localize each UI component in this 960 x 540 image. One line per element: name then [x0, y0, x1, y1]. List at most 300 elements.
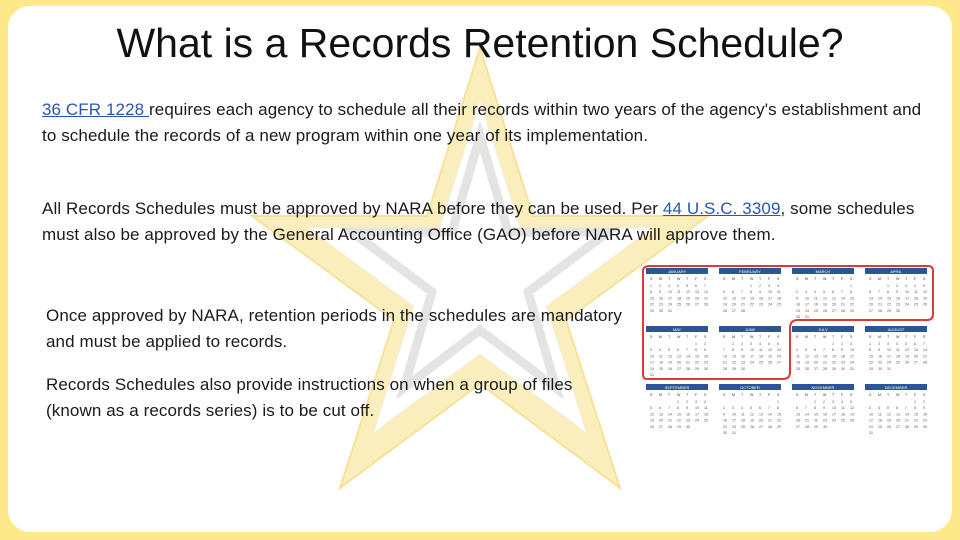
- calendar-day: 16: [923, 412, 927, 417]
- calendar-day: 2: [823, 400, 825, 404]
- calendar-day: 9: [923, 406, 925, 411]
- calendar-month-label: AUGUST: [887, 327, 905, 332]
- calendar-day: 3: [887, 342, 889, 346]
- calendar-weekday: T: [887, 393, 890, 397]
- calendar-month-label: APRIL: [890, 269, 902, 274]
- calendar-weekday: T: [832, 335, 835, 339]
- calendar-day: 12: [750, 412, 754, 417]
- calendar-day: 28: [668, 424, 672, 429]
- calendar-day: 21: [768, 418, 772, 423]
- calendar-day: 5: [823, 290, 825, 295]
- calendar-month: [719, 268, 781, 313]
- calendar-day: 16: [686, 412, 690, 417]
- calendar-day: 21: [878, 302, 882, 307]
- calendar-day: 31: [668, 308, 672, 313]
- calendar-weekday: W: [677, 393, 681, 397]
- calendar-day: 14: [905, 412, 909, 417]
- calendar-day: 27: [814, 366, 818, 371]
- calendar-day: 10: [905, 290, 909, 295]
- calendar-day: 6: [759, 406, 761, 411]
- calendar-day: 22: [887, 302, 891, 307]
- calendar-day: 26: [823, 308, 827, 313]
- calendar-day: 23: [923, 418, 927, 423]
- calendar-day: 19: [723, 302, 727, 307]
- calendar-weekday: S: [650, 277, 653, 281]
- calendar-day: 31: [805, 315, 809, 319]
- calendar-weekday: M: [732, 393, 735, 397]
- paragraph-cutoff: Records Schedules also provide instructions on when a group of files (known as a records series) is to be cut off.: [46, 375, 573, 420]
- paragraph-mandatory: Once approved by NARA, retention periods in the schedules are mandatory and must be applied to records.: [46, 306, 622, 351]
- slide-title: What is a Records Retention Schedule?: [116, 20, 844, 66]
- calendar-weekday: W: [823, 277, 827, 281]
- calendar-weekday: W: [750, 393, 754, 397]
- calendar-day: 21: [905, 418, 909, 423]
- calendar-day: 24: [668, 302, 672, 307]
- calendar-month-label: DECEMBER: [884, 385, 908, 390]
- calendar-day: 4: [777, 284, 779, 288]
- calendar-day: 12: [768, 348, 772, 353]
- calendar-weekday: T: [686, 335, 689, 339]
- calendar-day: 16: [896, 296, 900, 301]
- calendar-day: 30: [686, 424, 690, 429]
- calendar-day: 20: [869, 302, 873, 307]
- calendar-day: 24: [695, 418, 699, 423]
- calendar-day: 17: [805, 302, 809, 307]
- calendar-day: 5: [723, 290, 725, 295]
- calendar-day: 15: [887, 296, 891, 301]
- calendar-day: 22: [750, 302, 754, 307]
- calendar-day: 5: [887, 406, 889, 411]
- calendar-day: 15: [650, 296, 654, 301]
- calendar-weekday: S: [923, 335, 926, 339]
- calendar-day: 29: [850, 308, 854, 313]
- calendar-month: [792, 268, 854, 319]
- calendar-day: 22: [695, 360, 699, 365]
- calendar-day: 28: [768, 424, 772, 429]
- calendar-day: 2: [878, 342, 880, 346]
- calendar-weekday: F: [768, 335, 771, 339]
- calendar-day: 6: [869, 290, 871, 295]
- calendar-weekday: F: [841, 335, 844, 339]
- calendar-day: 10: [668, 290, 672, 295]
- calendar-day: 14: [686, 354, 690, 359]
- calendar-day: 10: [850, 348, 854, 353]
- calendar-day: 7: [741, 290, 743, 295]
- calendar-day: 18: [704, 412, 708, 417]
- calendar-day: 17: [732, 418, 736, 423]
- calendar-day: 10: [768, 290, 772, 295]
- calendar-day: 10: [805, 296, 809, 301]
- calendar-day: 24: [850, 360, 854, 365]
- calendar-weekday: T: [759, 277, 762, 281]
- calendar-weekday: T: [759, 335, 762, 339]
- calendar-day: 25: [741, 424, 745, 429]
- calendar-day: 30: [796, 315, 800, 319]
- calendar-image: [640, 262, 934, 438]
- calendar-day: 9: [704, 348, 706, 353]
- calendar-weekday: W: [677, 335, 681, 339]
- calendar-day: 30: [823, 424, 827, 429]
- calendar-day: 14: [805, 412, 809, 417]
- calendar-day: 19: [650, 418, 654, 423]
- calendar-day: 15: [814, 412, 818, 417]
- calendar-day: 12: [850, 406, 854, 411]
- calendar-day: 24: [732, 424, 736, 429]
- calendar-day: 3: [732, 406, 734, 411]
- calendar-day: 22: [869, 360, 873, 365]
- calendar-day: 17: [768, 296, 772, 301]
- calendar-day: 13: [896, 412, 900, 417]
- calendar-day: 23: [723, 424, 727, 429]
- calendar-day: 21: [668, 418, 672, 423]
- calendar-day: 23: [659, 302, 663, 307]
- calendar-weekday: T: [887, 277, 890, 281]
- calendar-day: 19: [850, 412, 854, 417]
- calendar-day: 15: [750, 296, 754, 301]
- calendar-day: 30: [896, 308, 900, 313]
- calendar-day: 3: [850, 342, 852, 346]
- calendar-day: 11: [777, 290, 781, 295]
- calendar-day: 2: [704, 342, 706, 346]
- calendar-day: 13: [914, 348, 918, 353]
- calendar-day: 5: [805, 348, 807, 353]
- calendar-weekday: W: [677, 277, 681, 281]
- calendar-day: 11: [878, 412, 882, 417]
- calendar-day: 29: [695, 366, 699, 371]
- calendar-day: 22: [677, 418, 681, 423]
- calendar-day: 17: [850, 354, 854, 359]
- calendar-day: 25: [896, 360, 900, 365]
- calendar-day: 7: [768, 406, 770, 411]
- calendar-day: 23: [686, 418, 690, 423]
- calendar-day: 23: [759, 302, 763, 307]
- calendar-day: 6: [914, 342, 916, 346]
- calendar-weekday: T: [668, 335, 671, 339]
- calendar-day: 6: [814, 348, 816, 353]
- calendar-day: 23: [741, 360, 745, 365]
- calendar-day: 20: [677, 360, 681, 365]
- calendar-day: 18: [777, 296, 781, 301]
- calendar-weekday: F: [914, 277, 917, 281]
- calendar-weekday: T: [905, 393, 908, 397]
- calendar-day: 30: [704, 366, 708, 371]
- calendar-day: 25: [659, 366, 663, 371]
- calendar-day: 23: [823, 418, 827, 423]
- calendar-day: 13: [777, 348, 781, 353]
- calendar-day: 21: [723, 360, 727, 365]
- usc-link[interactable]: 44 U.S.C. 3309: [662, 199, 781, 218]
- calendar-weekday: M: [659, 277, 662, 281]
- calendar-day: 14: [841, 296, 845, 301]
- calendar-month-label: JUNE: [744, 327, 756, 332]
- calendar-day: 7: [905, 406, 907, 411]
- calendar-day: 6: [777, 342, 779, 346]
- calendar-day: 28: [741, 308, 745, 313]
- calendar-day: 23: [796, 308, 800, 313]
- calendar-weekday: M: [805, 335, 808, 339]
- calendar-month: [792, 326, 854, 371]
- calendar-day: 11: [704, 406, 708, 411]
- calendar-day: 26: [850, 418, 854, 423]
- calendar-weekday: S: [869, 277, 872, 281]
- calendar-day: 17: [695, 412, 699, 417]
- calendar-day: 25: [814, 308, 818, 313]
- calendar-weekday: T: [741, 393, 744, 397]
- calendar-month-label: NOVEMBER: [811, 385, 835, 390]
- calendar-day: 3: [905, 284, 907, 288]
- calendar-month-label: MAY: [672, 327, 682, 332]
- calendar-day: 22: [814, 418, 818, 423]
- calendar-day: 2: [796, 290, 798, 295]
- calendar-day: 3: [750, 342, 752, 346]
- calendar-day: 10: [887, 348, 891, 353]
- calendar-day: 4: [704, 400, 706, 404]
- calendar-day: 11: [659, 354, 663, 359]
- calendar-weekday: S: [723, 335, 726, 339]
- calendar-day: 18: [841, 412, 845, 417]
- calendar-month: [646, 268, 708, 313]
- calendar-day: 16: [823, 412, 827, 417]
- calendar-day: 28: [878, 308, 882, 313]
- calendar-day: 6: [832, 290, 834, 295]
- calendar-day: 30: [841, 366, 845, 371]
- calendar-day: 27: [732, 308, 736, 313]
- calendar-day: 9: [796, 296, 798, 301]
- calendar-day: 28: [805, 424, 809, 429]
- calendar-day: 11: [814, 296, 818, 301]
- calendar-day: 11: [759, 348, 763, 353]
- calendar-day: 30: [741, 366, 745, 371]
- calendar-day: 25: [796, 366, 800, 371]
- calendar-month: [865, 326, 927, 371]
- calendar-day: 29: [814, 424, 818, 429]
- calendar-month-label: JULY: [818, 327, 828, 332]
- calendar-day: 25: [841, 418, 845, 423]
- calendar-day: 24: [650, 366, 654, 371]
- calendar-weekday: T: [668, 393, 671, 397]
- paragraph-approval-post: , some schedules must also be approved by the General Accounting Office (GAO) before NARA will approve them.: [42, 199, 915, 244]
- paragraph-cfr: [42, 97, 922, 149]
- calendar-day: 5: [750, 406, 752, 411]
- calendar-weekday: T: [814, 393, 817, 397]
- calendar-weekday: S: [650, 335, 653, 339]
- calendar-day: 13: [659, 412, 663, 417]
- calendar-day: 1: [850, 284, 852, 288]
- calendar-day: 12: [887, 412, 891, 417]
- calendar-day: 30: [878, 366, 882, 371]
- calendar-day: 28: [686, 366, 690, 371]
- calendar-day: 15: [677, 412, 681, 417]
- calendar-weekday: W: [896, 277, 900, 281]
- calendar-day: 4: [896, 342, 898, 346]
- calendar-day: 6: [732, 290, 734, 295]
- calendar-month: [792, 384, 854, 429]
- calendar-day: 15: [777, 412, 781, 417]
- calendar-day: 3: [668, 284, 670, 288]
- calendar-day: 21: [686, 360, 690, 365]
- calendar-day: 1: [832, 342, 834, 346]
- calendar-day: 24: [887, 360, 891, 365]
- calendar-day: 28: [704, 302, 708, 307]
- calendar-weekday: M: [732, 335, 735, 339]
- calendar-day: 30: [923, 424, 927, 429]
- calendar-weekday: T: [832, 277, 835, 281]
- calendar-day: 17: [905, 296, 909, 301]
- paragraph-approval-pre: All Records Schedules must be approved by NARA before they can be used. Per: [42, 199, 663, 218]
- calendar-day: 15: [832, 354, 836, 359]
- calendar-day: 29: [777, 424, 781, 429]
- calendar-day: 14: [668, 412, 672, 417]
- calendar-day: 8: [914, 406, 916, 411]
- calendar-day: 9: [741, 348, 743, 353]
- calendar-day: 20: [777, 354, 781, 359]
- calendar-weekday: F: [695, 335, 698, 339]
- calendar-day: 10: [869, 412, 873, 417]
- calendar-day: 25: [914, 302, 918, 307]
- calendar-day: 12: [686, 290, 690, 295]
- calendar-day: 7: [686, 348, 688, 353]
- calendar-day: 2: [923, 400, 925, 404]
- calendar-day: 12: [805, 354, 809, 359]
- calendar-weekday: S: [777, 335, 780, 339]
- calendar-day: 8: [732, 348, 734, 353]
- calendar-day: 9: [823, 406, 825, 411]
- calendar-weekday: W: [750, 335, 754, 339]
- calendar-day: 29: [869, 366, 873, 371]
- calendar-weekday: S: [796, 335, 799, 339]
- calendar-weekday: T: [905, 335, 908, 339]
- calendar-day: 11: [841, 406, 845, 411]
- calendar-day: 16: [841, 354, 845, 359]
- calendar-day: 8: [887, 290, 889, 295]
- calendar-day: 18: [878, 418, 882, 423]
- calendar-weekday: M: [732, 277, 735, 281]
- calendar-day: 12: [923, 290, 927, 295]
- calendar-day: 18: [659, 360, 663, 365]
- calendar-day: 21: [841, 302, 845, 307]
- calendar-month-label: JANUARY: [667, 269, 687, 274]
- calendar-day: 29: [650, 308, 654, 313]
- calendar-weekday: S: [704, 393, 707, 397]
- calendar-day: 11: [741, 412, 745, 417]
- calendar-day: 27: [777, 360, 781, 365]
- calendar-day: 25: [777, 302, 781, 307]
- calendar-day: 13: [869, 296, 873, 301]
- cfr-link[interactable]: 36 CFR 1228: [42, 100, 150, 119]
- calendar-weekday: M: [659, 335, 662, 339]
- calendar-day: 19: [768, 354, 772, 359]
- calendar-day: 23: [704, 360, 708, 365]
- calendar-day: 5: [668, 348, 670, 353]
- calendar-day: 12: [668, 354, 672, 359]
- calendar-day: 22: [777, 418, 781, 423]
- calendar-day: 21: [923, 354, 927, 359]
- calendar-day: 19: [905, 354, 909, 359]
- calendar-weekday: S: [923, 277, 926, 281]
- calendar-day: 17: [887, 354, 891, 359]
- calendar-weekday: T: [741, 335, 744, 339]
- calendar-day: 8: [695, 348, 697, 353]
- calendar-day: 1: [777, 400, 779, 404]
- calendar-day: 9: [878, 348, 880, 353]
- calendar-weekday: F: [914, 335, 917, 339]
- calendar-day: 12: [723, 296, 727, 301]
- calendar-day: 9: [759, 290, 761, 295]
- calendar-day: 14: [704, 290, 708, 295]
- calendar-weekday: M: [805, 393, 808, 397]
- calendar-day: 18: [759, 354, 763, 359]
- calendar-day: 15: [850, 296, 854, 301]
- calendar-day: 1: [732, 342, 734, 346]
- calendar-day: 4: [914, 284, 916, 288]
- calendar-day: 20: [832, 302, 836, 307]
- calendar-day: 3: [650, 348, 652, 353]
- calendar-day: 13: [732, 296, 736, 301]
- calendar-day: 16: [659, 296, 663, 301]
- calendar-month: [646, 326, 708, 377]
- calendar-day: 17: [650, 360, 654, 365]
- calendar-day: 1: [814, 400, 816, 404]
- calendar-weekday: F: [695, 277, 698, 281]
- calendar-day: 29: [732, 366, 736, 371]
- calendar-day: 8: [677, 406, 679, 411]
- calendar-day: 20: [732, 302, 736, 307]
- calendar-day: 5: [905, 342, 907, 346]
- calendar-day: 19: [823, 302, 827, 307]
- calendar-day: 4: [659, 348, 661, 353]
- calendar-day: 26: [723, 308, 727, 313]
- calendar-day: 26: [905, 360, 909, 365]
- calendar-day: 13: [814, 354, 818, 359]
- calendar-weekday: F: [768, 393, 771, 397]
- calendar-day: 4: [741, 406, 743, 411]
- calendar-weekday: T: [814, 335, 817, 339]
- calendar-month: [719, 326, 781, 371]
- calendar-weekday: F: [914, 393, 917, 397]
- calendar-day: 29: [677, 424, 681, 429]
- calendar-day: 23: [841, 360, 845, 365]
- calendar-day: 6: [659, 406, 661, 411]
- calendar-day: 5: [650, 406, 652, 411]
- calendar-day: 24: [750, 360, 754, 365]
- calendar-weekday: F: [768, 277, 771, 281]
- calendar-day: 7: [841, 290, 843, 295]
- calendar-day: 18: [741, 418, 745, 423]
- calendar-day: 3: [869, 406, 871, 411]
- calendar-weekday: M: [878, 335, 881, 339]
- calendar-day: 14: [768, 412, 772, 417]
- calendar-day: 5: [850, 400, 852, 404]
- calendar-weekday: S: [850, 335, 853, 339]
- calendar-day: 8: [850, 290, 852, 295]
- calendar-day: 11: [796, 354, 800, 359]
- calendar-day: 10: [695, 406, 699, 411]
- calendar-day: 2: [723, 406, 725, 411]
- calendar-day: 1: [914, 400, 916, 404]
- calendar-day: 30: [659, 308, 663, 313]
- calendar-day: 1: [650, 284, 652, 288]
- calendar-day: 1: [887, 284, 889, 288]
- calendar-day: 16: [723, 418, 727, 423]
- calendar-day: 26: [650, 424, 654, 429]
- calendar-day: 1: [695, 342, 697, 346]
- calendar-weekday: M: [878, 393, 881, 397]
- calendar-day: 21: [704, 296, 708, 301]
- calendar-month-label: OCTOBER: [740, 385, 760, 390]
- calendar-day: 16: [878, 354, 882, 359]
- calendar-weekday: T: [668, 277, 671, 281]
- calendar-day: 22: [850, 302, 854, 307]
